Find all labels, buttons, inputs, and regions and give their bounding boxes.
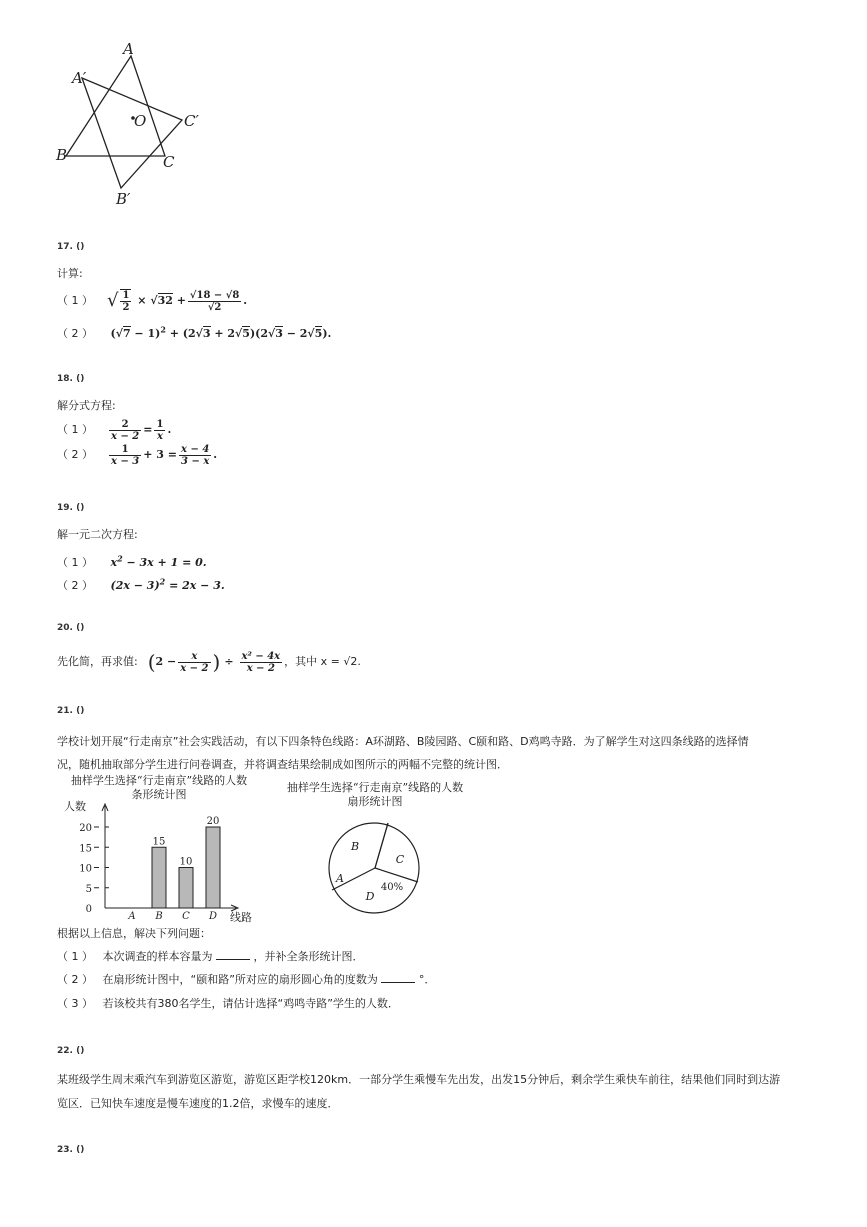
triangle-a-prime-b-prime-c-prime: [82, 78, 182, 188]
label-a-prime: A′: [72, 69, 87, 87]
category-label-b: B: [155, 911, 163, 922]
math-fraction: [188, 290, 241, 313]
sector-d-value-label: 40%: [380, 882, 404, 893]
question-21-intro-line-2: 况，随机抽取部分学生进行问卷调查，并将调查结果绘制成如图所示的两幅不完整的统计图．: [57, 758, 508, 771]
question-21-intro-line-1: 学校计划开展“行走南京”社会实践活动，有以下四条特色线路：A环湖路、B陵园路、C颐和路、D鸡鸣寺路．为了解学生对这四条线路的选择情: [57, 735, 749, 748]
radicand: 7: [122, 326, 131, 340]
sector-label-a: A: [336, 872, 344, 885]
question-22-number: 22. (): [57, 1046, 85, 1056]
math-fraction: [109, 444, 141, 467]
math-expression: (: [147, 650, 156, 674]
part-label: （ 1 ）: [57, 423, 93, 436]
question-19-number: 19. (): [57, 503, 85, 513]
radicand: 3: [202, 326, 211, 340]
fraction-numerator: x: [178, 651, 210, 663]
y-axis-label: 人数: [64, 800, 86, 813]
sector-label-c: C: [395, 853, 405, 866]
category-label-d: D: [208, 911, 218, 922]
pie-chart-title: [265, 781, 485, 809]
formula-19-2: $(2x - 3)^2 = 2x - 3$.: [110, 576, 225, 592]
question-23-number: 23. (): [57, 1145, 85, 1155]
math-expression: 2 −: [155, 655, 177, 668]
part-label: （ 2 ）: [57, 448, 93, 461]
radicand: 5: [242, 326, 250, 340]
bar-chart-title: [54, 774, 264, 802]
data-label-b: 15: [152, 836, 166, 848]
radicand: 32: [157, 294, 173, 307]
fraction-numerator: x − 4: [181, 443, 210, 455]
question-17-prompt: 计算:: [57, 267, 83, 280]
fraction-denominator: 2: [122, 302, 130, 313]
question-17-number: 17. (): [57, 242, 85, 252]
question-21-number: 21. (): [57, 706, 85, 716]
question-19-prompt: 解一元二次方程:: [57, 528, 138, 541]
formula-17-2: $(√7 - 1)^2 + (2√3 + 2√5)(2√3 - 2√5)$.: [110, 324, 332, 340]
question-21-part-2: [57, 972, 435, 988]
label-o: O: [134, 112, 147, 130]
bar-chart-title-line-1: 抽样学生选择“行走南京”线路的人数: [70, 774, 248, 787]
label-a: A: [123, 40, 134, 58]
question-20-prefix: 先化简，再求值:: [57, 655, 138, 668]
fraction-numerator: 2: [109, 419, 141, 431]
pie-divider-3: [375, 868, 418, 882]
y-tick-label: 5: [85, 883, 92, 895]
fraction-denominator: x − 2: [111, 430, 140, 442]
sector-label-b: B: [350, 840, 360, 853]
math-fraction: [179, 444, 211, 467]
part-label: （ 2 ）: [57, 578, 93, 592]
radicand: 3: [275, 326, 283, 340]
label-c: C: [163, 153, 175, 171]
fraction-numerator: x² − 4x: [241, 650, 281, 662]
part-label: （ 2 ）: [57, 326, 93, 340]
category-label-c: C: [182, 911, 190, 922]
fraction-denominator: x: [156, 430, 163, 442]
part-label: （ 1 ）: [57, 950, 93, 963]
question-19-part-2: [57, 573, 225, 594]
question-17-part-2: [57, 321, 331, 342]
question-18-part-2: [57, 443, 217, 467]
math-fraction: [178, 651, 210, 674]
math-fraction: [240, 651, 283, 674]
math-fraction: [109, 419, 141, 442]
y-tick-label: 0: [85, 904, 92, 915]
question-18-part-1: [57, 418, 171, 442]
data-label-c: 10: [179, 856, 193, 868]
pie-chart: [320, 818, 430, 918]
question-21-after-chart: 根据以上信息，解决下列问题：: [57, 927, 211, 940]
part-2-text-before: 在扇形统计图中，“颐和路”所对应的扇形圆心角的度数为: [102, 973, 378, 986]
answer-blank-1[interactable]: [216, 949, 250, 960]
fraction-numerator: 1: [156, 418, 164, 430]
pie-chart-title-line-2: 扇形统计图: [347, 795, 403, 808]
pie-chart-title-line-1: 抽样学生选择“行走南京”线路的人数: [286, 781, 464, 794]
question-20-body: [57, 648, 361, 676]
label-b-prime: B′: [116, 190, 131, 208]
y-tick-label: 10: [79, 863, 92, 875]
math-expression: + 3 =: [143, 448, 178, 461]
question-19-part-1: [57, 550, 207, 571]
part-1-text-before: 本次调查的样本容量为: [102, 950, 213, 963]
pie-divider-top: [375, 823, 388, 868]
formula-19-1: $x^2 - 3x + 1 = 0$.: [110, 553, 207, 569]
math-fraction: [120, 289, 131, 313]
fraction-denominator: x − 2: [180, 662, 209, 674]
category-label-a: A: [128, 911, 136, 922]
fraction-denominator: x − 3: [111, 455, 140, 467]
y-tick-label: 15: [79, 843, 92, 855]
math-punctuation: .: [167, 423, 172, 436]
bar-chart-title-line-2: 条形统计图: [131, 788, 187, 801]
superscript: 2: [160, 324, 166, 334]
math-glyph: √: [107, 290, 119, 311]
question-17-part-1: [57, 288, 247, 314]
data-label-d: 20: [206, 816, 220, 827]
part-label: （ 1 ）: [57, 294, 93, 307]
superscript: 2: [159, 576, 166, 586]
question-22-line-1: 某班级学生周末乘汽车到游览区游览，游览区距学校120km．一部分学生乘慢车先出发，出发15分钟后，剩余学生乘快车前往，结果他们同时到达游: [57, 1073, 781, 1086]
part-3-text: 若该校共有380名学生，请估计选择“鸡鸣寺路”学生的人数．: [102, 997, 399, 1010]
question-21-part-3: [57, 996, 399, 1012]
part-label: （ 3 ）: [57, 997, 93, 1010]
math-punctuation: .: [243, 294, 248, 307]
bar-chart: [60, 800, 260, 924]
answer-blank-2[interactable]: [381, 972, 415, 983]
x-axis-label: 线路: [230, 911, 252, 924]
part-2-text-after: °．: [418, 973, 436, 986]
question-18-prompt: 解分式方程:: [57, 399, 116, 412]
part-1-text-after: ，并补全条形统计图．: [253, 950, 364, 963]
math-expression: × √32 +: [133, 294, 186, 307]
superscript: 2: [117, 553, 123, 563]
label-b: B: [56, 146, 68, 164]
math-expression: ÷: [224, 655, 234, 668]
fraction-denominator: x − 2: [246, 662, 275, 674]
fraction-numerator: √18 − √8: [189, 289, 240, 301]
part-label: （ 1 ）: [57, 555, 93, 569]
question-20-suffix: ，其中 x = √2.: [284, 655, 361, 668]
question-22-line-2: 览区．已知快车速度是慢车速度的1.2倍，求慢车的速度．: [57, 1097, 339, 1110]
math-expression: =: [143, 423, 153, 436]
fraction-denominator: √2: [207, 301, 222, 313]
sector-label-d: D: [365, 890, 375, 903]
question-20-number: 20. (): [57, 623, 85, 633]
radicand: 5: [314, 326, 323, 340]
question-21-part-1: [57, 949, 364, 965]
bar-d: [206, 827, 220, 908]
question-18-number: 18. (): [57, 374, 85, 384]
math-punctuation: .: [213, 448, 218, 461]
formula-17-1: [107, 289, 247, 313]
y-tick-label: 20: [79, 823, 92, 834]
bar-b: [152, 847, 166, 908]
fraction-numerator: 1: [109, 444, 141, 456]
geometry-figure: [50, 38, 220, 213]
bar-c: [179, 868, 193, 909]
label-c-prime: C′: [184, 112, 199, 130]
part-label: （ 2 ）: [57, 973, 93, 986]
fraction-numerator: 1: [122, 290, 130, 301]
math-expression: ): [212, 650, 221, 674]
math-fraction: [154, 419, 165, 442]
fraction-denominator: 3 − x: [181, 455, 210, 467]
